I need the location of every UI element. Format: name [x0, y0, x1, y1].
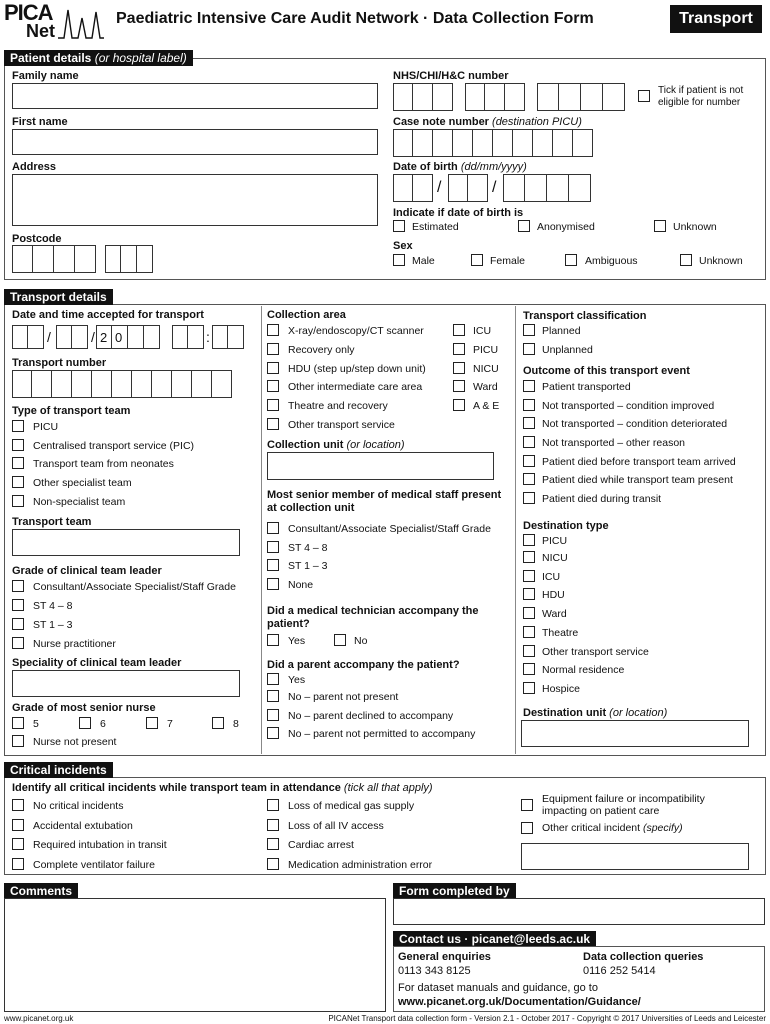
incident-none-label: No critical incidents	[33, 800, 124, 812]
destination-unit-label: Destination unit (or location)	[523, 707, 668, 719]
senior-st13-label: ST 1 – 3	[288, 560, 328, 572]
dob-unknown-label: Unknown	[673, 221, 717, 233]
dob-estimated-checkbox[interactable]	[393, 220, 405, 232]
postcode-label: Postcode	[12, 233, 62, 245]
technician-yes-checkbox[interactable]	[267, 634, 279, 646]
outcome-transported-label: Patient transported	[542, 381, 631, 393]
nhs-number-label: NHS/CHI/H&C number	[393, 70, 509, 82]
dest-picu-checkbox[interactable]	[523, 534, 535, 546]
dest-hdu-checkbox[interactable]	[523, 588, 535, 600]
sex-label: Sex	[393, 240, 413, 252]
nhs-number-boxes-3[interactable]	[537, 83, 625, 111]
parent-yes-label: Yes	[288, 674, 306, 686]
parent-not-present-checkbox[interactable]	[267, 690, 279, 702]
accepted-minute-boxes[interactable]	[212, 325, 244, 349]
sex-female-checkbox[interactable]	[471, 254, 483, 266]
area-icu-checkbox[interactable]	[453, 324, 465, 336]
team-type-picu-label: PICU	[33, 421, 59, 433]
destination-unit-field[interactable]	[521, 720, 749, 747]
outcome-died-while-checkbox[interactable]	[523, 473, 535, 485]
outcome-deteriorated-checkbox[interactable]	[523, 417, 535, 429]
nurse-grade-5-checkbox[interactable]	[12, 717, 24, 729]
transport-details-tab: Transport details	[4, 289, 113, 305]
footer-website[interactable]: www.picanet.org.uk	[4, 1014, 74, 1023]
technician-no-label: No	[354, 635, 368, 647]
case-note-boxes[interactable]	[393, 129, 593, 157]
heartbeat-icon	[58, 4, 104, 44]
logo-text-pica: PICA	[4, 0, 53, 25]
senior-none-checkbox[interactable]	[267, 578, 279, 590]
dest-icu-checkbox[interactable]	[523, 570, 535, 582]
data-queries-label: Data collection queries	[583, 951, 704, 963]
accepted-slash-1: /	[47, 329, 51, 345]
transport-team-field[interactable]	[12, 529, 240, 556]
area-recovery-label: Recovery only	[288, 344, 355, 356]
nurse-grade-8-checkbox[interactable]	[212, 717, 224, 729]
area-ae-label: A & E	[473, 400, 500, 412]
incident-cardiac-label: Cardiac arrest	[288, 839, 354, 851]
dob-year-boxes[interactable]	[503, 174, 591, 202]
general-enquiries-phone: 0113 343 8125	[398, 965, 471, 977]
area-recovery-checkbox[interactable]	[267, 343, 279, 355]
team-type-centralised-label: Centralised transport service (PIC)	[33, 440, 195, 452]
transport-team-label: Transport team	[12, 516, 92, 528]
area-picu-label: PICU	[473, 344, 499, 356]
form-completed-tab: Form completed by	[393, 883, 516, 899]
not-eligible-label: Tick if patient is not eligible for number	[658, 85, 744, 108]
grade-st13-label: ST 1 – 3	[33, 619, 73, 631]
outcome-transported-checkbox[interactable]	[523, 380, 535, 392]
speciality-field[interactable]	[12, 670, 240, 697]
outcome-died-while-label: Patient died while transport team present	[542, 474, 733, 486]
area-intermediate-label: Other intermediate care area	[288, 381, 423, 393]
transport-number-boxes[interactable]	[12, 370, 232, 398]
grade-consultant-label: Consultant/Associate Specialist/Staff Grade	[33, 581, 236, 593]
incident-iv-checkbox[interactable]	[267, 819, 279, 831]
dob-label: Date of birth (dd/mm/yyyy)	[393, 161, 527, 173]
senior-st13-checkbox[interactable]	[267, 559, 279, 571]
family-name-field[interactable]	[12, 83, 378, 109]
contact-tab: Contact us · picanet@leeds.ac.uk	[393, 931, 596, 947]
dest-nicu-label: NICU	[542, 552, 568, 564]
area-ward-label: Ward	[473, 381, 498, 393]
outcome-other-reason-checkbox[interactable]	[523, 436, 535, 448]
accepted-year-prefix-0: 0	[115, 330, 123, 345]
dest-other-transport-checkbox[interactable]	[523, 645, 535, 657]
incident-intubation-label: Required intubation in transit	[33, 839, 167, 851]
address-field[interactable]	[12, 174, 378, 226]
form-completed-field[interactable]	[393, 898, 765, 925]
dest-icu-label: ICU	[542, 571, 561, 583]
address-label: Address	[12, 161, 57, 173]
area-intermediate-checkbox[interactable]	[267, 380, 279, 392]
speciality-label: Speciality of clinical team leader	[12, 657, 182, 669]
dest-theatre-checkbox[interactable]	[523, 626, 535, 638]
parent-yes-checkbox[interactable]	[267, 673, 279, 685]
senior-st48-label: ST 4 – 8	[288, 542, 328, 554]
dob-day-boxes[interactable]	[393, 174, 433, 202]
outcome-improved-checkbox[interactable]	[523, 399, 535, 411]
nurse-grade-6-checkbox[interactable]	[79, 717, 91, 729]
grade-st13-checkbox[interactable]	[12, 618, 24, 630]
outcome-other-reason-label: Not transported – other reason	[542, 437, 686, 449]
incident-equipment-label: Equipment failure or incompatibility impacting on patient care	[542, 793, 705, 817]
dest-hdu-label: HDU	[542, 589, 565, 601]
outcome-died-before-label: Patient died before transport team arrived	[542, 456, 736, 468]
grade-nurse-label: Grade of most senior nurse	[12, 702, 156, 714]
general-enquiries-label: General enquiries	[398, 951, 491, 963]
incident-ventilator-checkbox[interactable]	[12, 858, 24, 870]
outcome-label: Outcome of this transport event	[523, 365, 690, 377]
sex-unknown-checkbox[interactable]	[680, 254, 692, 266]
area-xray-label: X-ray/endoscopy/CT scanner	[288, 325, 424, 337]
dob-anonymised-checkbox[interactable]	[518, 220, 530, 232]
area-hdu-label: HDU (step up/step down unit)	[288, 363, 426, 375]
area-picu-checkbox[interactable]	[453, 343, 465, 355]
team-type-other-specialist-checkbox[interactable]	[12, 476, 24, 488]
parent-label: Did a parent accompany the patient?	[267, 659, 460, 671]
nurse-grade-7-checkbox[interactable]	[146, 717, 158, 729]
outcome-deteriorated-label: Not transported – condition deteriorated	[542, 418, 728, 430]
area-theatre-label: Theatre and recovery	[288, 400, 388, 412]
nurse-not-present-checkbox[interactable]	[12, 735, 24, 747]
dob-unknown-checkbox[interactable]	[654, 220, 666, 232]
parent-declined-label: No – parent declined to accompany	[288, 710, 454, 722]
dest-ward-checkbox[interactable]	[523, 607, 535, 619]
not-eligible-checkbox[interactable]	[638, 90, 650, 102]
dob-slash-2: /	[492, 179, 497, 196]
team-type-centralised-checkbox[interactable]	[12, 439, 24, 451]
team-type-other-specialist-label: Other specialist team	[33, 477, 132, 489]
dob-anonymised-label: Anonymised	[537, 221, 595, 233]
postcode-boxes-2[interactable]	[105, 245, 153, 273]
accepted-year-prefix-2: 2	[100, 330, 108, 345]
grade-nurse-practitioner-checkbox[interactable]	[12, 637, 24, 649]
transport-divider-1	[261, 306, 262, 754]
area-other-transport-checkbox[interactable]	[267, 418, 279, 430]
sex-unknown-label: Unknown	[699, 255, 743, 267]
destination-type-label: Destination type	[523, 520, 609, 532]
manuals-text: For dataset manuals and guidance, go to	[398, 982, 598, 994]
area-xray-checkbox[interactable]	[267, 324, 279, 336]
parent-declined-checkbox[interactable]	[267, 709, 279, 721]
family-name-label: Family name	[12, 70, 79, 82]
dest-theatre-label: Theatre	[542, 627, 579, 639]
sex-female-label: Female	[490, 255, 526, 267]
area-hdu-checkbox[interactable]	[267, 362, 279, 374]
incident-intubation-checkbox[interactable]	[12, 838, 24, 850]
comments-field[interactable]	[4, 898, 386, 1012]
accepted-month-boxes[interactable]	[56, 325, 88, 349]
senior-member-label: Most senior member of medical staff present at collection unit	[267, 489, 502, 514]
dob-estimated-label: Estimated	[412, 221, 459, 233]
area-nicu-label: NICU	[473, 363, 499, 375]
team-type-picu-checkbox[interactable]	[12, 420, 24, 432]
dest-ward-label: Ward	[542, 608, 567, 620]
comments-tab: Comments	[4, 883, 78, 899]
team-type-label: Type of transport team	[12, 405, 131, 417]
sex-ambiguous-label: Ambiguous	[585, 255, 638, 267]
case-note-label: Case note number (destination PICU)	[393, 116, 582, 128]
nurse-grade-8-label: 8	[233, 718, 239, 730]
nurse-not-present-label: Nurse not present	[33, 736, 117, 748]
nhs-number-boxes-2[interactable]	[465, 83, 525, 111]
parent-not-permitted-checkbox[interactable]	[267, 727, 279, 739]
area-ward-checkbox[interactable]	[453, 380, 465, 392]
incident-other-field[interactable]	[521, 843, 749, 870]
class-unplanned-label: Unplanned	[542, 344, 593, 356]
team-type-non-specialist-label: Non-specialist team	[33, 496, 126, 508]
dest-nicu-checkbox[interactable]	[523, 551, 535, 563]
team-type-neonates-label: Transport team from neonates	[33, 458, 174, 470]
dob-month-boxes[interactable]	[448, 174, 488, 202]
senior-none-label: None	[288, 579, 314, 591]
senior-st48-checkbox[interactable]	[267, 541, 279, 553]
accepted-time-colon: :	[206, 329, 210, 345]
classification-label: Transport classification	[523, 310, 647, 322]
form-type-badge: Transport	[670, 5, 762, 33]
incident-gas-checkbox[interactable]	[267, 799, 279, 811]
guidance-link[interactable]: www.picanet.org.uk/Documentation/Guidance/	[398, 996, 641, 1008]
incident-cardiac-checkbox[interactable]	[267, 838, 279, 850]
sex-male-label: Male	[412, 255, 435, 267]
grade-leader-label: Grade of clinical team leader	[12, 565, 162, 577]
first-name-field[interactable]	[12, 129, 378, 155]
patient-details-tab: Patient details (or hospital label)	[4, 50, 193, 66]
first-name-label: First name	[12, 116, 68, 128]
dest-normal-residence-label: Normal residence	[542, 664, 625, 676]
grade-nurse-practitioner-label: Nurse practitioner	[33, 638, 116, 650]
sex-ambiguous-checkbox[interactable]	[565, 254, 577, 266]
nurse-grade-5-label: 5	[33, 718, 39, 730]
area-nicu-checkbox[interactable]	[453, 362, 465, 374]
accepted-day-boxes[interactable]	[12, 325, 44, 349]
outcome-improved-label: Not transported – condition improved	[542, 400, 715, 412]
nurse-grade-6-label: 6	[100, 718, 106, 730]
grade-consultant-checkbox[interactable]	[12, 580, 24, 592]
incident-medication-checkbox[interactable]	[267, 858, 279, 870]
outcome-died-transit-label: Patient died during transit	[542, 493, 662, 505]
form-title: Paediatric Intensive Care Audit Network · Data Collection Form	[116, 10, 594, 27]
accepted-hour-boxes[interactable]	[172, 325, 204, 349]
grade-st48-checkbox[interactable]	[12, 599, 24, 611]
area-theatre-checkbox[interactable]	[267, 399, 279, 411]
incident-medication-label: Medication administration error	[288, 859, 433, 871]
nhs-number-boxes-1[interactable]	[393, 83, 453, 111]
class-unplanned-checkbox[interactable]	[523, 343, 535, 355]
parent-not-permitted-label: No – parent not permitted to accompany	[288, 728, 476, 740]
critical-heading: Identify all critical incidents while transport team in attendance (tick all that apply)	[12, 782, 433, 794]
dest-other-transport-label: Other transport service	[542, 646, 649, 658]
area-ae-checkbox[interactable]	[453, 399, 465, 411]
incident-extubation-checkbox[interactable]	[12, 819, 24, 831]
dob-indicate-label: Indicate if date of birth is	[393, 207, 524, 219]
incident-extubation-label: Accidental extubation	[33, 820, 133, 832]
accepted-slash-2: /	[91, 329, 95, 345]
incident-other-label: Other critical incident (specify)	[542, 822, 683, 834]
grade-st48-label: ST 4 – 8	[33, 600, 73, 612]
class-planned-label: Planned	[542, 325, 581, 337]
incident-other-checkbox[interactable]	[521, 822, 533, 834]
collection-unit-field[interactable]	[267, 452, 494, 480]
outcome-died-before-checkbox[interactable]	[523, 455, 535, 467]
postcode-boxes-1[interactable]	[12, 245, 96, 273]
outcome-died-transit-checkbox[interactable]	[523, 492, 535, 504]
technician-label: Did a medical technician accompany the patient?	[267, 605, 479, 630]
dest-hospice-checkbox[interactable]	[523, 682, 535, 694]
transport-number-label: Transport number	[12, 357, 107, 369]
senior-consultant-checkbox[interactable]	[267, 522, 279, 534]
incident-none-checkbox[interactable]	[12, 799, 24, 811]
dest-normal-residence-checkbox[interactable]	[523, 663, 535, 675]
data-queries-phone: 0116 252 5414	[583, 965, 656, 977]
collection-area-label: Collection area	[267, 309, 346, 321]
team-type-non-specialist-checkbox[interactable]	[12, 495, 24, 507]
incident-iv-label: Loss of all IV access	[288, 820, 384, 832]
critical-incidents-tab: Critical incidents	[4, 762, 113, 778]
dest-hospice-label: Hospice	[542, 683, 580, 695]
logo	[4, 0, 64, 46]
area-other-transport-label: Other transport service	[288, 419, 395, 431]
team-type-neonates-checkbox[interactable]	[12, 457, 24, 469]
dob-slash-1: /	[437, 179, 442, 196]
dest-picu-label: PICU	[542, 535, 568, 547]
parent-not-present-label: No – parent not present	[288, 691, 399, 703]
incident-gas-label: Loss of medical gas supply	[288, 800, 415, 812]
nurse-grade-7-label: 7	[167, 718, 173, 730]
transport-divider-2	[515, 306, 516, 754]
technician-yes-label: Yes	[288, 635, 306, 647]
technician-no-checkbox[interactable]	[334, 634, 346, 646]
senior-consultant-label: Consultant/Associate Specialist/Staff Grade	[288, 523, 491, 535]
date-accepted-label: Date and time accepted for transport	[12, 309, 204, 321]
footer-copyright: PICANet Transport data collection form - Version 2.1 - October 2017 - Copyright © 2017 Universities of Leeds and Leicester	[328, 1014, 766, 1023]
incident-ventilator-label: Complete ventilator failure	[33, 859, 155, 871]
area-icu-label: ICU	[473, 325, 492, 337]
logo-text-net: Net	[26, 21, 56, 41]
class-planned-checkbox[interactable]	[523, 324, 535, 336]
collection-unit-label: Collection unit (or location)	[267, 439, 405, 451]
sex-male-checkbox[interactable]	[393, 254, 405, 266]
incident-equipment-checkbox[interactable]	[521, 799, 533, 811]
